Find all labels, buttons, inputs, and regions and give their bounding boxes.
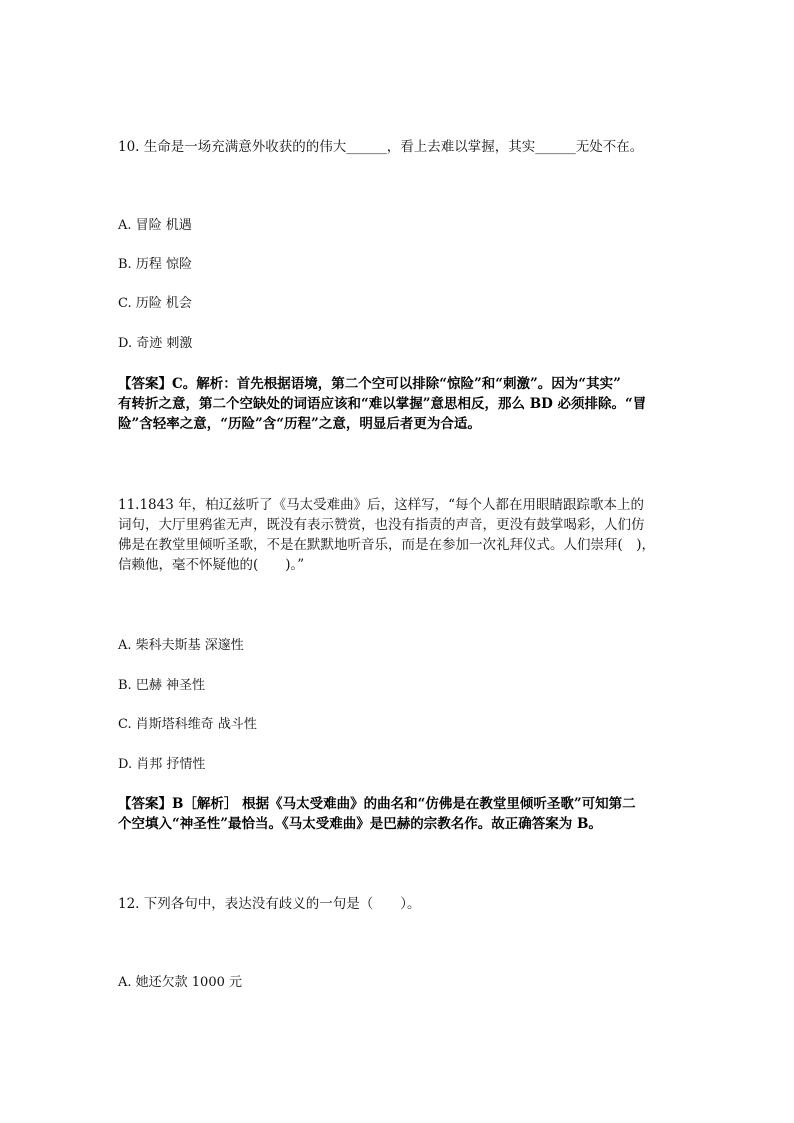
q10-option-b: B. 历程 惊险	[118, 257, 192, 272]
q10-answer-line: 险”含轻率之意，“历险”含“历程”之意，明显后者更为合适。	[118, 416, 481, 432]
q10-answer-line: 有转折之意，第二个空缺处的词语应该和“难以掌握”意思相反，那么 BD 必须排除。“冒	[118, 396, 647, 412]
q11-stem	[118, 495, 678, 575]
q11-option-b: B. 巴赫 神圣性	[118, 678, 205, 693]
q11-stem-line: 词句，大厅里鸦雀无声，既没有表示赞赏，也没有指责的声音，更没有鼓掌喝彩，人们仿	[118, 517, 645, 533]
q11-answer-line: 个空填入“神圣性”最恰当。《马太受难曲》是巴赫的宗教名作。故正确答案为 B。	[118, 816, 602, 832]
q11-option-a: A. 柴科夫斯基 深邃性	[118, 638, 244, 653]
q10-option-c: C. 历险 机会	[118, 296, 192, 311]
q12-option-a: A. 她还欠款 1000 元	[118, 975, 243, 990]
q11-answer-line: 【答案】B［解析］ 根据《马太受难曲》的曲名和“仿佛是在教堂里倾听圣歌”可知第二	[118, 796, 636, 812]
q11-option-c: C. 肖斯塔科维奇 战斗性	[118, 717, 257, 732]
q10-answer	[118, 374, 678, 434]
q11-stem-line: 信赖他，毫不怀疑他的( )。”	[118, 557, 305, 573]
q11-stem-line: 11.1843 年，柏辽兹听了《马太受难曲》后，这样写，“每个人都在用眼睛跟踪歌本上的	[118, 497, 645, 513]
q11-option-d: D. 肖邦 抒情性	[118, 757, 206, 772]
q10-stem: 10. 生命是一场充满意外收获的的伟大______，看上去难以掌握，其实______无处不在。	[118, 139, 644, 155]
q10-option-a: A. 冒险 机遇	[118, 218, 192, 233]
q11-answer	[118, 794, 678, 834]
q12-stem: 12. 下列各句中，表达没有歧义的一句是（ ）。	[118, 896, 421, 912]
q11-stem-line: 佛是在教堂里倾听圣歌，不是在默默地听音乐，而是在参加一次礼拜仪式。人们崇拜( )，	[118, 537, 656, 553]
q10-option-d: D. 奇迹 刺激	[118, 336, 193, 351]
q10-answer-line: 【答案】C。解析：首先根据语境，第二个空可以排除“惊险”和“刺激”。因为“其实”	[118, 376, 621, 392]
